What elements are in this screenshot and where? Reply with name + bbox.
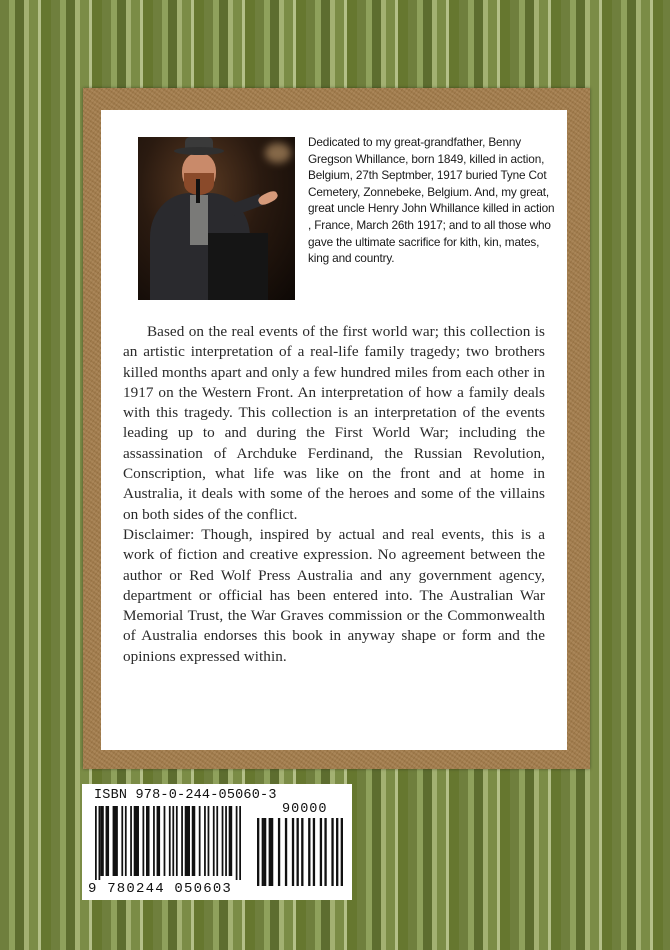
barcode-bar [239, 806, 241, 880]
barcode-bar [164, 806, 166, 876]
barcode-bar [308, 818, 310, 886]
barcode-bar [172, 806, 174, 876]
barcode-bar [99, 806, 101, 880]
barcode-bar [169, 806, 171, 876]
barcode-bar [313, 818, 315, 886]
ean-barcode-bars [95, 806, 241, 880]
barcode-bar [324, 818, 326, 886]
barcode-bar [222, 806, 224, 876]
barcode-bar [181, 806, 183, 876]
barcode-bar [106, 806, 110, 876]
barcode-bar [142, 806, 144, 876]
author-photo [138, 137, 295, 300]
barcode-bar [269, 818, 274, 886]
kraft-paper-panel [83, 88, 590, 769]
disclaimer-paragraph: Disclaimer: Though, inspired by actual and real events, this is a work of fiction and creative expression. No agreement between the author or Red Wolf Press Australia and any government agency, department or official has been entered into. The Australian War Memorial Trust, the War Graves commission or the Commonwealth of Australia endorses this book in anyway shape or form and the opinions expressed within. [123, 525, 545, 665]
text-panel [101, 110, 567, 750]
barcode-bar [157, 806, 161, 876]
barcode-bar [113, 806, 118, 876]
barcode-bar [285, 818, 287, 886]
back-cover-blurb [123, 322, 545, 667]
isbn-barcode [82, 784, 352, 900]
barcode-bar [153, 806, 155, 876]
dedication-text: Dedicated to my great-grandfather, Benny Gregson Whillance, born 1849, killed in action, Belgium, 27th Septmber, 1917 buried Tyne Cot Cemetery, Zonnebeke, Belgium. And, my great, great uncle Henry John Whillance killed in action , France, March 26th 1917; and to all those who gave the ultimate sacrifice for kith, kin, mates, king and country. [308, 135, 555, 266]
addon-barcode-bars [257, 818, 343, 890]
barcode-bar [331, 818, 333, 886]
barcode-bar [130, 806, 132, 876]
barcode-bar [185, 806, 190, 876]
barcode-bar [301, 818, 303, 886]
barcode-bar [192, 806, 196, 876]
barcode-bar [297, 818, 299, 886]
barcode-bar [278, 818, 280, 886]
barcode-bar [336, 818, 338, 886]
barcode-bar [146, 806, 150, 876]
barcode-bar [341, 818, 343, 886]
barcode-bar [229, 806, 233, 876]
barcode-bar [125, 806, 127, 876]
barcode-bar [292, 818, 294, 886]
barcode-bar [216, 806, 218, 876]
isbn-label: ISBN 978-0-244-05060-3 [94, 788, 277, 803]
barcode-bar [208, 806, 210, 876]
barcode-bar [199, 806, 201, 876]
barcode-bar [134, 806, 139, 876]
barcode-bar [264, 818, 266, 886]
barcode-bar [225, 806, 227, 876]
barcode-bar [257, 818, 259, 886]
barcode-bar [100, 806, 104, 876]
barcode-bar [95, 806, 97, 880]
barcode-bar [204, 806, 206, 876]
ean-digits: 9 780244 050603 [88, 881, 233, 897]
addon-digits: 90000 [282, 802, 328, 817]
barcode-bar [213, 806, 215, 876]
barcode-bar [262, 818, 264, 886]
barcode-bar [320, 818, 322, 886]
barcode-bar [236, 806, 238, 880]
blurb-paragraph: Based on the real events of the first world war; this collection is an artistic interpretation of a real-life family tragedy; two brothers killed months apart and only a few hundred miles from each other in 1917 on the Western Front. An interpretation of how a family deals with this tragedy. This collection is an interpretation of the events leading up to and during the First World War; including the assassination of Archduke Ferdinand, the Russian Revolution, Conscription, what life was like on the front and at home in Australia, it deals with some of the heroes and some of the villains on both sides of the conflict. [123, 323, 545, 523]
barcode-bar [121, 806, 123, 876]
barcode-bar [176, 806, 178, 876]
